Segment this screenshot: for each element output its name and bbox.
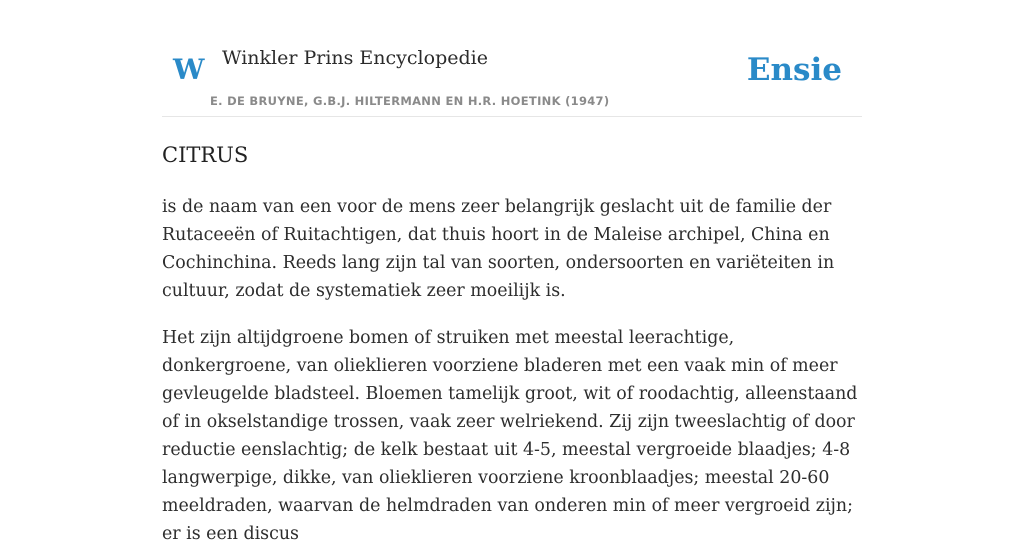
- article-paragraph: Het zijn altijdgroene bomen of struiken met meestal leerachtige, donkergroene, van olieklieren voorziene bladeren met een vaak min of meer gevleugelde bladsteel. Bloemen tamelijk groot, wit of roodachtig, alleenstaand of in okselstandige trossen, vaak zeer welriekend. Zij zijn tweeslachtig of door reductie eenslachtig; de kelk bestaat uit 4-5, meestal vergroeide blaadjes; 4-8 langwerpige, dikke, van olieklieren voorziene kroonblaadjes; meestal 20-60 meeldraden, waarvan de helmdraden van onderen min of meer vergroeid zijn; er is een discus: [162, 328, 858, 544]
- ensie-logo-link[interactable]: Ensie: [746, 52, 842, 88]
- encyclopedia-logo[interactable]: W: [173, 53, 205, 86]
- article: [162, 138, 862, 548]
- encyclopedia-title[interactable]: Winkler Prins Encyclopedie: [222, 47, 488, 69]
- article-paragraph: is de naam van een voor de mens zeer belangrijk geslacht uit de familie der Rutaceeën of Ruitachtigen, dat thuis hoort in de Maleise archipel, China en Cochinchina. Reeds lang zijn tal van soorten, ondersoorten en variëteiten in cultuur, zodat de systematiek zeer moeilijk is.: [162, 197, 835, 301]
- encyclopedia-authors: E. DE BRUYNE, G.B.J. HILTERMANN EN H.R. HOETINK (1947): [210, 94, 610, 108]
- site-header: [162, 0, 862, 117]
- article-title: CITRUS: [162, 143, 249, 167]
